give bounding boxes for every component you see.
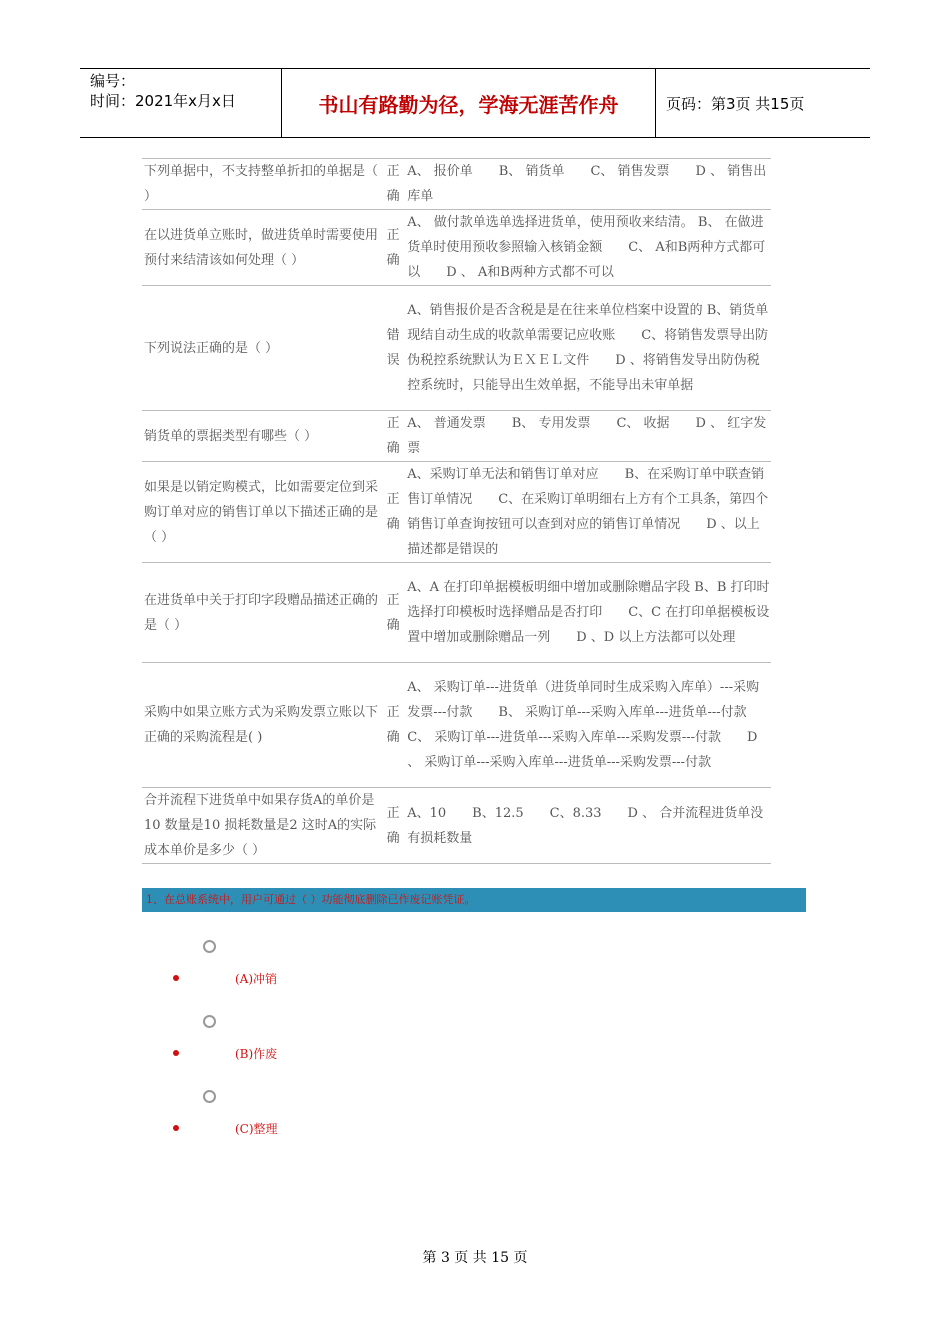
- verdict-text: 正确: [383, 210, 403, 286]
- option-c-label: (C)整理: [235, 1122, 278, 1136]
- question-table: [142, 158, 771, 864]
- motto-text: 书山有路勤为径，学海无涯苦作舟: [318, 92, 619, 117]
- question-text: 采购中如果立账方式为采购发票立账以下正确的采购流程是( ): [142, 663, 383, 788]
- option-a-label: (A)冲销: [235, 972, 278, 986]
- table-row: [142, 210, 771, 286]
- options-text: A、A 在打印单据模板明细中增加或删除赠品字段 B、B 打印时选择打印模板时选择赠品是否打印 C、C 在打印单据模板设置中增加或删除赠品一列 D 、D 以上方法都可以处理: [403, 563, 771, 663]
- table-row: [142, 788, 771, 864]
- page-footer: 第 3 页 共 15 页: [422, 1250, 528, 1266]
- page-label: 页码：第3页 共15页: [666, 94, 805, 113]
- bullet-icon: [173, 1125, 179, 1131]
- options-text: A、 做付款单选单选择进货单，使用预收来结清。 B、 在做进货单时使用预收参照输入核销金额 C、 A和B两种方式都可以 D 、 A和B两种方式都不可以: [403, 210, 771, 286]
- table-row: [142, 159, 771, 210]
- radio-option-c[interactable]: [203, 1090, 216, 1103]
- bullet-icon: [173, 975, 179, 981]
- verdict-text: 正确: [383, 663, 403, 788]
- question-text: 在以进货单立账时，做进货单时需要使用预付来结清该如何处理（ ）: [142, 210, 383, 286]
- question-text: 下列单据中，不支持整单折扣的单据是（ ）: [142, 159, 383, 210]
- header-info: [80, 69, 282, 137]
- bullet-icon: [173, 1050, 179, 1056]
- page-header: [80, 68, 870, 138]
- header-motto: [282, 69, 656, 137]
- question-text: 合并流程下进货单中如果存货A的单价是10 数量是10 损耗数量是2 这时A的实际成本单价是多少（ ）: [142, 788, 383, 864]
- table-row: [142, 411, 771, 462]
- verdict-text: 错误: [383, 286, 403, 411]
- table-row: [142, 663, 771, 788]
- time-label: 时间：2021年x月x日: [90, 92, 236, 110]
- radio-option-b[interactable]: [203, 1015, 216, 1028]
- verdict-text: 正确: [383, 159, 403, 210]
- question-text: 在进货单中关于打印字段赠品描述正确的是（ ）: [142, 563, 383, 663]
- table-row: [142, 563, 771, 663]
- table-row: [142, 462, 771, 563]
- options-text: A、采购订单无法和销售订单对应 B、在采购订单中联查销售订单情况 C、在采购订单明细右上方有个工具条，第四个销售订单查询按钮可以查到对应的销售订单情况 D 、以上描述都是错误的: [403, 462, 771, 563]
- option-b-label: (B)作废: [235, 1047, 278, 1061]
- question-text: 下列说法正确的是（ ）: [142, 286, 383, 411]
- question-text: 如果是以销定购模式，比如需要定位到采购订单对应的销售订单以下描述正确的是（ ）: [142, 462, 383, 563]
- options-text: A、 普通发票 B、 专用发票 C、 收据 D 、 红字发票: [403, 411, 771, 462]
- options-text: A、销售报价是否含税是是在往来单位档案中设置的 B、销货单现结自动生成的收款单需要记应收账 C、将销售发票导出防伪税控系统默认为ＥＸＥＬ文件 D 、将销售发导出防伪税控系统时，只能导出生效单据，不能导出未审单据: [403, 286, 771, 411]
- options-text: A、10 B、12.5 C、8.33 D 、 合并流程进货单没有损耗数量: [403, 788, 771, 864]
- verdict-text: 正确: [383, 462, 403, 563]
- table-row: [142, 286, 771, 411]
- radio-option-a[interactable]: [203, 940, 216, 953]
- question-banner: 1、在总账系统中，用户可通过（ ）功能彻底删除已作废记账凭证。: [142, 888, 806, 912]
- verdict-text: 正确: [383, 411, 403, 462]
- verdict-text: 正确: [383, 788, 403, 864]
- question-text: 销货单的票据类型有哪些（ ）: [142, 411, 383, 462]
- options-text: A、 报价单 B、 销货单 C、 销售发票 D 、 销售出库单: [403, 159, 771, 210]
- number-label: 编号：: [90, 72, 136, 90]
- verdict-text: 正确: [383, 563, 403, 663]
- options-text: A、 采购订单---进货单（进货单同时生成采购入库单）---采购发票---付款 B、 采购订单---采购入库单---进货单---付款 C、 采购订单---进货单---采购入库单---采购发票---付款 D 、 采购订单---采购入库单---进货单---采购发票---付款: [403, 663, 771, 788]
